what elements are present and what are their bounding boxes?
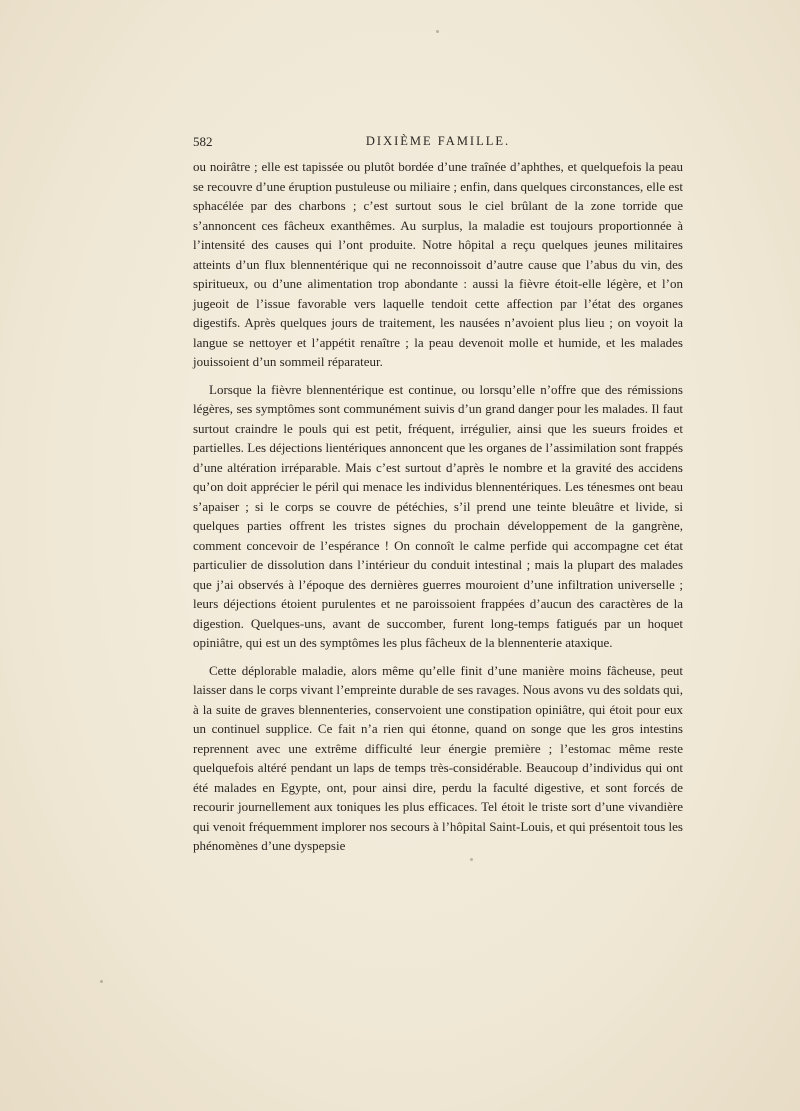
- running-title: DIXIÈME FAMILLE.: [365, 134, 511, 148]
- paragraph-3: Cette déplorable maladie, alors même qu’elle finit d’une manière moins fâcheuse, peut laisser dans le corps vivant l’empreinte durable de ses ravages. Nous avons vu des soldats qui, à la suite de graves blennenteries, conservoient une constipation opiniâtre, qui étoit pour eux un continuel supplice. Ce fait n’a rien qui étonne, quand on songe que les gros intestins reprennent avec une extrême difficulté leur énergie première ; l’estomac même reste quelquefois altéré pendant un laps de temps très-considérable. Beaucoup d’individus qui ont été malades en Egypte, ont, pour ainsi dire, perdu la faculté digestive, et sont forcés de recourir journellement aux toniques les plus efficaces. Tel étoit le triste sort d’une vivandière qui venoit fréquemment implorer nos secours à l’hôpital Saint-Louis, et qui présentoit tous les phénomènes d’une dyspepsie: [193, 662, 683, 853]
- body-text: [193, 157, 683, 864]
- paragraph-1: ou noirâtre ; elle est tapissée ou plutôt bordée d’une traînée d’aphthes, et quelquefois la peau se recouvre d’une éruption pustuleuse ou miliaire ; enfin, dans quelques circonstances, elle est sphacélée par des charbons ; c’est surtout sous le ciel brûlant de la zone torride que s’annoncent ces fâcheux exanthêmes. Au surplus, la maladie est toujours proportionnée à l’intensité des causes qui l’ont produite. Notre hôpital a reçu quelques jeunes militaires atteints d’un flux blennentérique qui ne reconnoissoit d’autre cause que l’abus du vin, des spiritueux, ou d’une alimentation trop abondante : aussi la fièvre étoit-elle légère, et l’on jugeoit de l’issue favorable vers laquelle tendoit cette affection par l’état des organes digestifs. Après quelques jours de traitement, les nausées n’avoient plus lieu ; on voyoit la langue se nettoyer et l’appétit renaître ; la peau devenoit molle et humide, et les malades jouissoient d’un sommeil réparateur.: [193, 159, 683, 369]
- foxing-spot: [436, 30, 439, 33]
- foxing-spot: [100, 980, 103, 983]
- foxing-spot: [470, 858, 473, 861]
- page-number: 582: [193, 134, 213, 149]
- page-header: [193, 134, 683, 152]
- paragraph-2: Lorsque la fièvre blennentérique est continue, ou lorsqu’elle n’offre que des rémissions légères, ses symptômes sont communément suivis d’un grand danger pour les malades. Il faut surtout craindre le pouls qui est petit, fréquent, irrégulier, ainsi que les sueurs froides et partielles. Les déjections lientériques annoncent que les organes de l’assimilation sont frappés d’une altération irréparable. Mais c’est surtout d’après le nombre et la gravité des accidens qu’on doit apprécier le péril qui menace les individus blennentériques. Les ténesmes ont beau s’apaiser ; si le corps se couvre de pétéchies, s’il prend une teinte bleuâtre et livide, si quelques parties offrent les tristes signes du prochain développement de la gangrène, comment concevoir de l’espérance ! On connoît le calme perfide qui accompagne cet état particulier de dissolution dans l’intérieur du conduit intestinal ; mais la plupart des malades que j’ai observés à l’époque des dernières guerres mouroient d’une infiltration universelle ; leurs déjections étoient purulentes et ne paroissoient frappées d’aucun des caractères de la digestion. Quelques-uns, avant de succomber, furent long-temps fatigués par un hoquet opiniâtre, qui est un des symptômes les plus fâcheux de la blennenterie ataxique.: [193, 381, 683, 650]
